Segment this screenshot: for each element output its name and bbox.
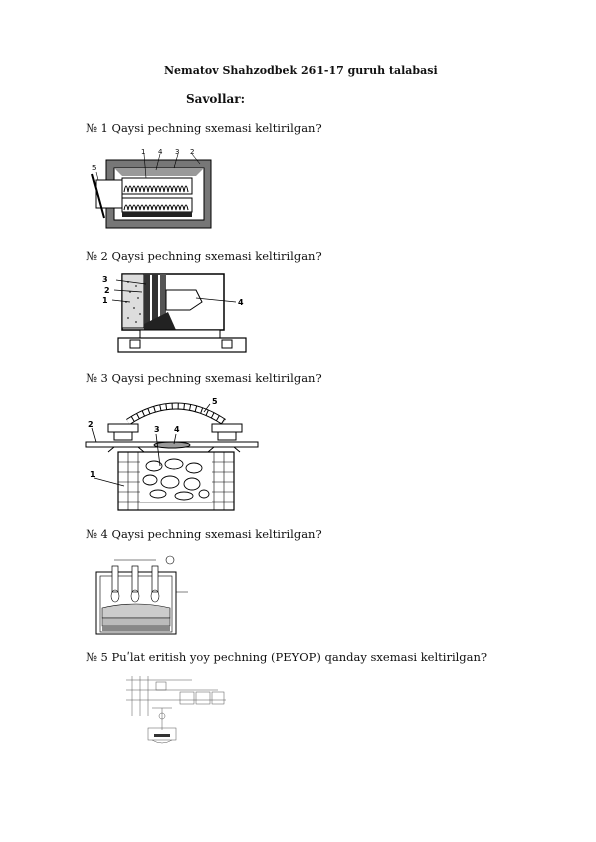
fig2-label-2: 2: [104, 286, 110, 295]
fig1-label-4: 4: [158, 148, 163, 156]
fig3-label-1: 1: [90, 470, 96, 479]
fig3-label-4: 4: [174, 425, 180, 434]
fig1-label-3: 3: [175, 148, 180, 156]
furnace-diagram-2: [86, 272, 251, 358]
fig3-label-5: 5: [212, 397, 218, 406]
fig2-label-3: 3: [102, 275, 108, 284]
question-2: № 2 Qaysi pechning sxemasi keltirilgan?: [86, 249, 322, 263]
fig1-label-2: 2: [190, 148, 195, 156]
author-line: Nematov Shahzodbek 261-17 guruh talabasi: [164, 64, 438, 77]
fig1-label-5: 5: [92, 164, 97, 172]
furnace-diagram-3: [84, 394, 264, 514]
question-1: № 1 Qaysi pechning sxemasi keltirilgan?: [86, 121, 322, 135]
fig3-label-2: 2: [88, 420, 94, 429]
fig3-label-3: 3: [154, 425, 160, 434]
fig2-label-1: 1: [102, 296, 108, 305]
furnace-diagram-1: [86, 148, 226, 238]
furnace-diagram-4: [84, 552, 194, 638]
question-5: № 5 Puʹlat eritish yoy pechning (PEYOP) qanday sxemasi keltirilgan?: [86, 650, 488, 664]
furnace-diagram-5: [122, 672, 232, 748]
question-4: № 4 Qaysi pechning sxemasi keltirilgan?: [86, 527, 322, 541]
fig1-label-1: 1: [141, 148, 146, 156]
question-3: № 3 Qaysi pechning sxemasi keltirilgan?: [86, 371, 322, 385]
section-title: Savollar:: [186, 92, 246, 106]
fig2-label-4: 4: [238, 298, 244, 307]
